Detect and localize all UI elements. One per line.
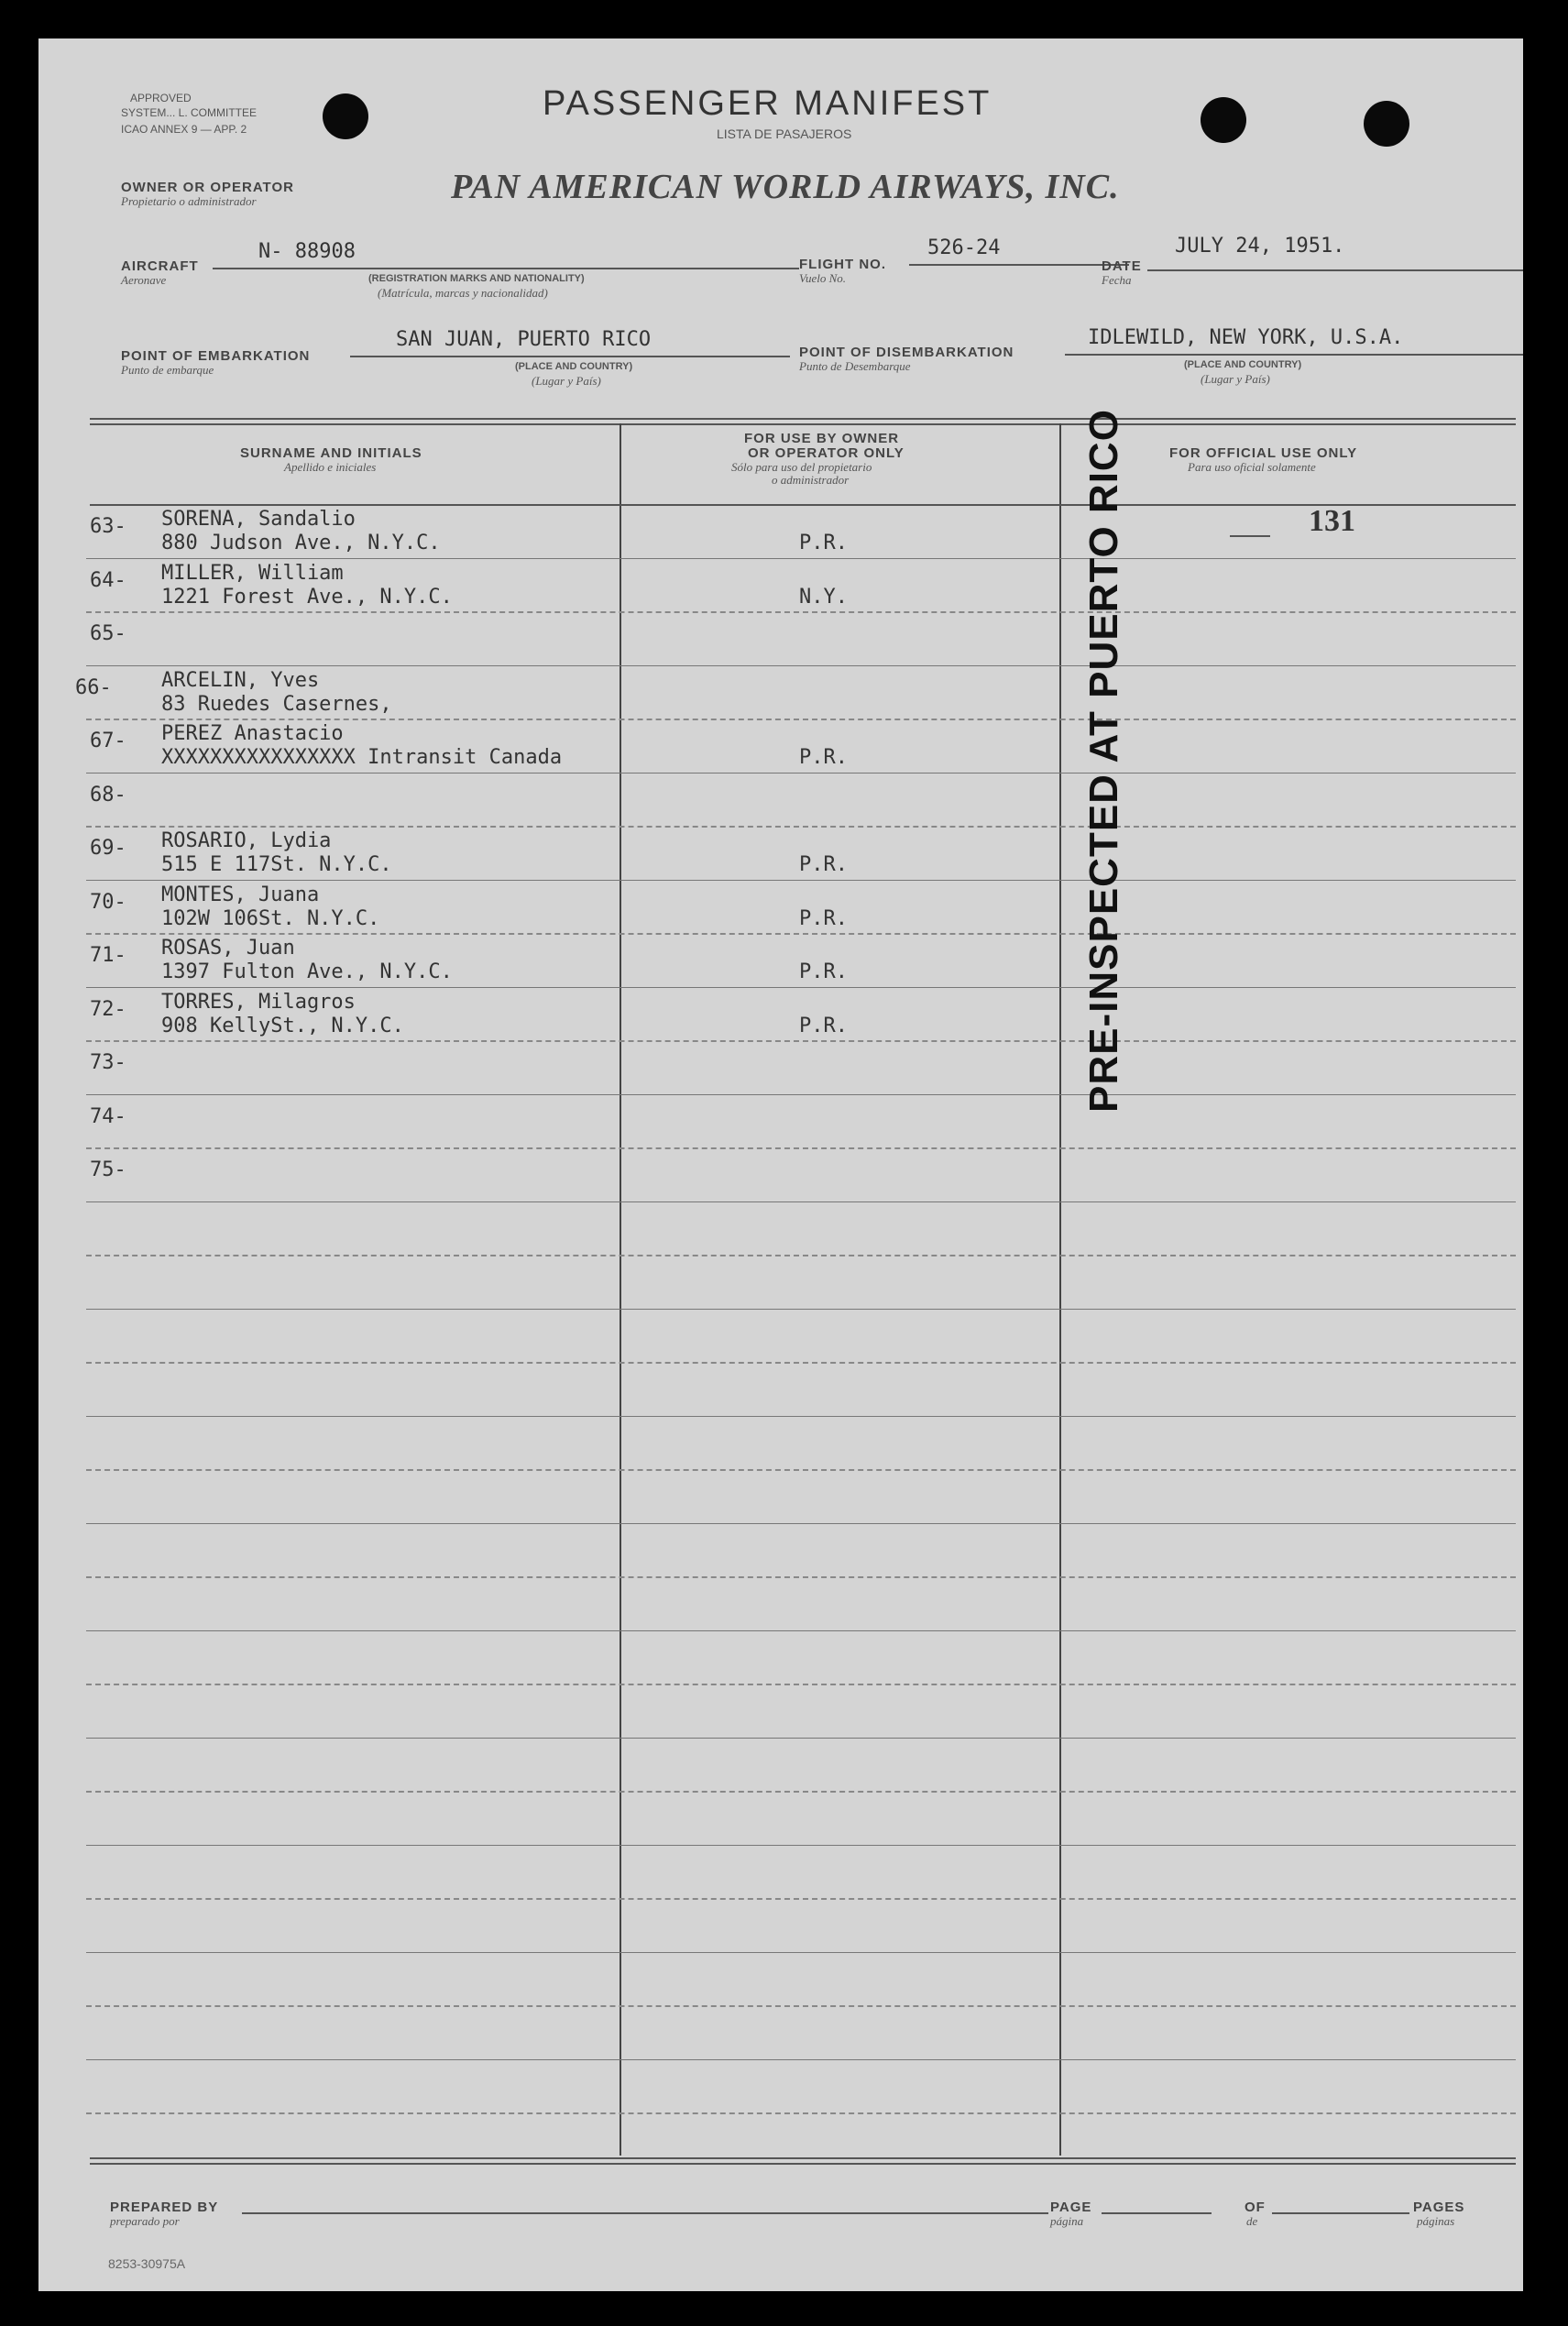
column-divider [620, 423, 621, 2156]
ruled-line [86, 880, 1516, 881]
ruled-line [86, 826, 1516, 828]
passenger-name: ROSAS, Juan [161, 937, 295, 960]
official-number: 131 [1309, 504, 1355, 538]
ruled-line [86, 1898, 1516, 1900]
aircraft-label: AIRCRAFT [121, 258, 199, 274]
punch-hole [1364, 101, 1409, 147]
entry-number: 70- [90, 890, 126, 914]
disembark-label: POINT OF DISEMBARKATION [799, 345, 1014, 360]
entry-number: 68- [90, 783, 126, 806]
ruled-line [86, 558, 1516, 559]
entry-number: 71- [90, 944, 126, 967]
ruled-line [86, 1952, 1516, 1953]
stamp-text: PRE-INSPECTED AT PUERTO RICO [1081, 409, 1126, 1113]
passenger-name: ARCELIN, Yves [161, 668, 320, 692]
passenger-address: 102W 106St. N.Y.C. [161, 906, 380, 930]
of-label-es: de [1246, 2214, 1258, 2228]
entry-number: 75- [90, 1158, 126, 1181]
passenger-address: 83 Ruedes Casernes, [161, 692, 392, 716]
pages-label-es: páginas [1417, 2214, 1455, 2228]
embark-underline [350, 356, 790, 357]
ruled-line [86, 1469, 1516, 1471]
embark-label-es: Punto de embarque [121, 363, 214, 377]
ruled-line [86, 1362, 1516, 1364]
approval-line-1: APPROVED [130, 92, 192, 104]
ruled-line [86, 2059, 1516, 2060]
entry-number: 65- [90, 622, 126, 645]
disembark-place-note-es: (Lugar y País) [1201, 372, 1270, 386]
ruled-line [86, 2112, 1516, 2114]
passenger-name: TORRES, Milagros [161, 990, 356, 1014]
ruled-line [86, 1845, 1516, 1846]
entry-number: 63- [90, 515, 126, 538]
owner-label: OWNER OR OPERATOR [121, 180, 294, 195]
passenger-address: XXXXXXXXXXXXXXXX Intransit Canada [161, 746, 563, 769]
owner-value: PAN AMERICAN WORLD AIRWAYS, INC. [451, 168, 1120, 206]
page-underline [1102, 2212, 1212, 2214]
aircraft-value: N- 88908 [258, 240, 356, 263]
entry-number: 67- [90, 730, 126, 752]
ruled-line [86, 1201, 1516, 1202]
header-bottom-rule [90, 504, 1516, 506]
passenger-address: 908 KellySt., N.Y.C. [161, 1014, 404, 1037]
table-bottom-rule [90, 2157, 1516, 2159]
column-header-owner: FOR USE BY OWNER [744, 431, 900, 446]
passenger-name: SORENA, Sandalio [161, 508, 356, 531]
flight-value: 526-24 [927, 236, 1001, 259]
flight-label-es: Vuelo No. [799, 271, 847, 285]
disembark-label-es: Punto de Desembarque [799, 359, 911, 373]
column-header-owner-es: Sólo para uso del propietario [731, 460, 872, 474]
column-header-owner-es-2: o administrador [772, 473, 850, 487]
embark-label: POINT OF EMBARKATION [121, 348, 311, 364]
aircraft-underline [213, 268, 799, 269]
registration-note-es: (Matrícula, marcas y nacionalidad) [378, 286, 548, 300]
prepared-by-label: PREPARED BY [110, 2200, 219, 2215]
punch-hole [1201, 97, 1246, 143]
owner-origin: P.R. [799, 853, 848, 876]
ruled-line [86, 1630, 1516, 1631]
ruled-line [86, 1738, 1516, 1739]
passenger-address: 1221 Forest Ave., N.Y.C. [161, 585, 453, 609]
column-header-official: FOR OFFICIAL USE ONLY [1169, 445, 1358, 461]
entry-number: 73- [90, 1051, 126, 1074]
pre-inspected-stamp [1081, 409, 1127, 1113]
ruled-line [86, 2005, 1516, 2007]
prepared-by-underline [242, 2212, 1048, 2214]
column-header-surname: SURNAME AND INITIALS [240, 445, 422, 461]
date-label: DATE [1102, 258, 1142, 274]
ruled-line [86, 1309, 1516, 1310]
disembark-underline [1065, 354, 1523, 356]
flight-label: FLIGHT NO. [799, 257, 886, 272]
embark-place-note: (PLACE AND COUNTRY) [515, 361, 633, 372]
table-bottom-rule [90, 2163, 1516, 2165]
ruled-line [86, 1416, 1516, 1417]
column-header-owner-2: OR OPERATOR ONLY [748, 445, 905, 461]
passenger-address: 515 E 117St. N.Y.C. [161, 853, 392, 876]
entry-number: 66- [75, 675, 112, 699]
ruled-line [86, 1791, 1516, 1793]
flight-underline [909, 264, 1129, 266]
pages-label: PAGES [1413, 2200, 1465, 2215]
ruled-line [86, 773, 1516, 774]
disembark-value: IDLEWILD, NEW YORK, U.S.A. [1088, 326, 1404, 349]
table-top-rule [90, 418, 1516, 420]
prepared-by-label-es: preparado por [110, 2214, 180, 2228]
ruled-line [86, 1684, 1516, 1685]
column-header-surname-es: Apellido e iniciales [284, 460, 377, 474]
column-header-official-es: Para uso oficial solamente [1188, 460, 1316, 474]
passenger-name: MILLER, William [161, 561, 344, 585]
ruled-line [86, 1147, 1516, 1149]
table-top-rule [90, 423, 1516, 425]
ruled-line [86, 933, 1516, 935]
ruled-line [86, 1523, 1516, 1524]
manifest-sheet [38, 38, 1523, 2291]
owner-origin: P.R. [799, 960, 848, 983]
passenger-address: 1397 Fulton Ave., N.Y.C. [161, 960, 453, 983]
registration-note: (REGISTRATION MARKS AND NATIONALITY) [368, 273, 585, 284]
ruled-line [86, 611, 1516, 613]
punch-hole [323, 93, 368, 139]
approval-line-2: SYSTEM... L. COMMITTEE [121, 106, 258, 119]
of-underline [1272, 2212, 1409, 2214]
official-dash [1230, 535, 1270, 537]
ruled-line [86, 1576, 1516, 1578]
owner-origin: P.R. [799, 906, 848, 930]
passenger-address: 880 Judson Ave., N.Y.C. [161, 532, 441, 554]
passenger-name: MONTES, Juana [161, 883, 320, 906]
ruled-line [86, 1040, 1516, 1042]
column-divider [1059, 423, 1061, 2156]
approval-line-3: ICAO ANNEX 9 — APP. 2 [121, 123, 247, 136]
date-underline [1147, 269, 1523, 271]
date-value: JULY 24, 1951. [1175, 235, 1345, 258]
of-label: OF [1245, 2200, 1266, 2215]
page-label: PAGE [1050, 2200, 1092, 2215]
date-label-es: Fecha [1102, 273, 1132, 287]
owner-origin: N.Y. [799, 585, 848, 609]
disembark-place-note: (PLACE AND COUNTRY) [1184, 359, 1302, 370]
owner-origin: P.R. [799, 746, 848, 769]
aircraft-label-es: Aeronave [121, 273, 167, 287]
entry-number: 64- [90, 568, 126, 592]
owner-origin: P.R. [799, 532, 848, 554]
ruled-line [86, 719, 1516, 720]
owner-origin: P.R. [799, 1014, 848, 1037]
ruled-line [86, 1255, 1516, 1256]
page-title-es: LISTA DE PASAJEROS [717, 126, 852, 141]
embark-value: SAN JUAN, PUERTO RICO [396, 328, 652, 351]
entry-number: 69- [90, 837, 126, 860]
entry-number: 72- [90, 997, 126, 1021]
ruled-line [86, 1094, 1516, 1095]
page-label-es: página [1050, 2214, 1084, 2228]
ruled-line [86, 987, 1516, 988]
passenger-name: PEREZ Anastacio [161, 722, 344, 745]
owner-label-es: Propietario o administrador [121, 194, 257, 208]
form-code: 8253-30975A [108, 2256, 186, 2271]
entry-number: 74- [90, 1104, 126, 1128]
embark-place-note-es: (Lugar y País) [532, 374, 601, 388]
page-title: PASSENGER MANIFEST [543, 84, 992, 123]
passenger-name: ROSARIO, Lydia [161, 829, 332, 852]
ruled-line [86, 665, 1516, 666]
